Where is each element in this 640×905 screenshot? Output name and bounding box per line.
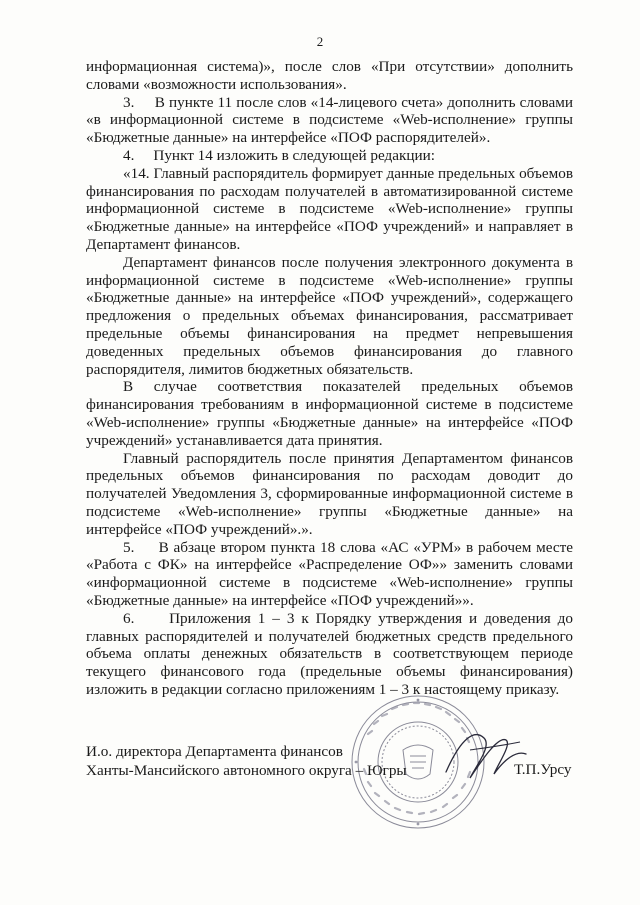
paragraph: «14. Главный распорядитель формирует данные предельных объемов финансирования по расходам получателей в автоматизированной системе информационной системе в подсистеме «Web-исполнение» группы «Бюджетные данные» на интерфейсе «ПОФ учреждений» и направляет в Департамент финансов.	[86, 164, 573, 253]
paragraph: информационная система)», после слов «При отсутствии» дополнить словами «возможности использования».	[86, 58, 573, 93]
paragraph: Департамент финансов после получения электронного документа в информационной системе в подсистеме «Web-исполнение» группы «Бюджетные данные» на интерфейсе «ПОФ учреждений», содержащего предложения о предельных объемах финансирования, рассматривает предельные объемы финансирования на предмет непревышения доведенных предельных объемов финансирования до главного распорядителя, лимитов бюджетных обязательств.	[86, 253, 573, 378]
paragraph: В случае соответствия показателей предельных объемов финансирования требованиям в информационной системе в подсистеме «Web-исполнение» группы «Бюджетные данные» на интерфейсе «ПОФ учреждений» устанавливается дата принятия.	[86, 378, 573, 449]
paragraph: Главный распорядитель после принятия Департаментом финансов предельных объемов финансирования по расходам доводит до получателей Уведомления 3, сформированные информационной системе в подсистеме «Web-исполнение» группы «Бюджетные данные» на интерфейсе «ПОФ учреждений».».	[86, 449, 573, 538]
signatory-title-line2: Ханты-Мансийского автономного округа – Югры	[86, 762, 407, 779]
paragraph: 6. Приложения 1 – 3 к Порядку утверждения и доведения до главных распорядителей и получателей бюджетных средств предельного объема оплаты денежных обязательств в соответствующем периоде текущего финансового года (предельные объемы финансирования) изложить в редакции согласно приложениям 1 – 3 к настоящему приказу.	[86, 609, 573, 698]
signatory-name: Т.П.Урсу	[514, 761, 572, 778]
page-number: 2	[316, 34, 324, 49]
paragraph: 4. Пункт 14 изложить в следующей редакции:	[123, 146, 436, 164]
document-body	[86, 58, 573, 699]
signatory-title-line1: И.о. директора Департамента финансов	[86, 743, 343, 760]
paragraph: 5. В абзаце втором пункта 18 слова «АС «УРМ» в рабочем месте «Работа с ФК» на интерфейсе «Распределение ОФ»» заменить словами «информационной системе в подсистеме «Web-исполнение» группы «Бюджетные данные» на интерфейсе «ПОФ учреждений»».	[86, 538, 573, 609]
paragraph: 3. В пункте 11 после слов «14-лицевого счета» дополнить словами «в информационной системе в подсистеме «Web-исполнение» группы «Бюджетные данные» на интерфейсе «ПОФ распорядителей».	[86, 93, 573, 147]
